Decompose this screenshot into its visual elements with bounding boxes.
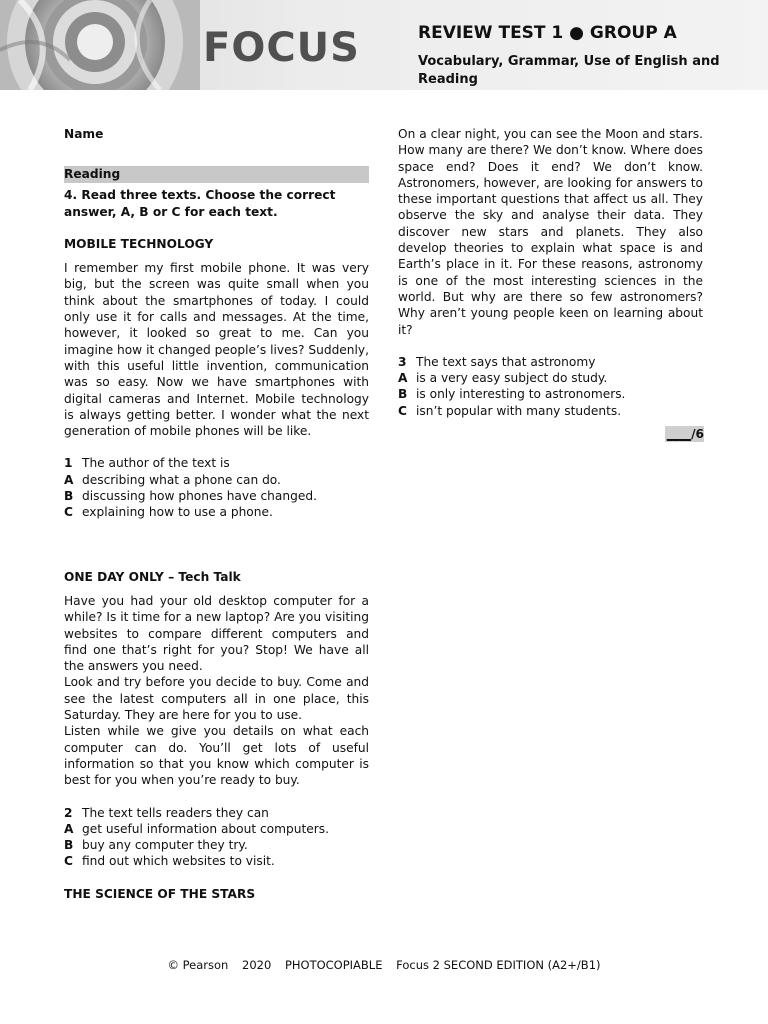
right-column [398, 126, 703, 419]
text2-paragraph: Look and try before you decide to buy. Come and see the latest computers all in one place, this Saturday. They are here for you to use. [64, 675, 369, 723]
text3-body: On a clear night, you can see the Moon and stars. How many are there? We don’t know. Where does space end? Does it end? We don’t know. Astronomers, however, are looking for answers to these important questions that affect us all. They observe the sky and analyse their data. They discover new stars and planets. They also develop theories to explain what space is and Earth’s place in it. For these reasons, astronomy is one of the most interesting sciences in the world. But why are there so few astronomers? Why aren’t young people keen on learning about it? [398, 127, 703, 337]
page-footer [0, 957, 768, 973]
option-key: B [64, 838, 74, 853]
option-key: A [64, 821, 74, 836]
option-text: get useful information about computers. [82, 821, 329, 836]
option-text: isn’t popular with many students. [416, 403, 622, 418]
question-stem [64, 805, 369, 821]
score-total: /6 [691, 427, 704, 441]
focus-logo-graphic [0, 0, 200, 90]
question-text: The text says that astronomy [416, 354, 596, 369]
answer-option [64, 504, 369, 520]
spacer [64, 870, 369, 886]
footer-edition: Focus 2 SECOND EDITION (A2+/B1) [396, 958, 601, 972]
footer-photocopiable: PHOTOCOPIABLE [284, 958, 383, 972]
answer-option [64, 472, 369, 488]
name-label: Name [64, 127, 104, 141]
test-title: REVIEW TEST 1 ● GROUP A [418, 23, 677, 43]
option-text: find out which websites to visit. [82, 854, 275, 869]
question-stem [398, 354, 703, 370]
question-number: 1 [64, 456, 73, 471]
question-3 [398, 354, 703, 419]
answer-option [64, 488, 369, 504]
question-1 [64, 455, 369, 520]
option-text: explaining how to use a phone. [82, 505, 273, 520]
text1-body: I remember my first mobile phone. It was very big, but the screen was quite small when you think about the smartphones of today. I could only use it for calls and messages. At the time, however, it looked so great to me. Can you imagine how it changed people’s lives? Suddenly, with this useful little invention, communication was so easy. Now we have smartphones with digital cameras and Internet. Mobile technology is always getting better. I wonder what the next generation of mobile phones will be like. [64, 261, 369, 439]
spacer [64, 521, 369, 569]
option-key: C [398, 403, 407, 418]
footer-year: 2020 [242, 958, 272, 972]
option-key: C [64, 505, 73, 520]
question-2 [64, 805, 369, 870]
question-number: 2 [64, 805, 73, 820]
header-banner [0, 0, 768, 90]
option-text: is only interesting to astronomers. [416, 387, 626, 402]
option-key: B [64, 489, 74, 504]
section-heading-reading: Reading [64, 166, 369, 183]
left-column [64, 126, 369, 910]
option-key: C [64, 854, 73, 869]
option-text: is a very easy subject do study. [416, 371, 608, 386]
task-instruction: 4. Read three texts. Choose the correct answer, A, B or C for each text. [64, 188, 336, 219]
question-text: The author of the text is [82, 456, 230, 471]
answer-option [398, 403, 703, 419]
answer-option [398, 386, 703, 402]
question-number: 3 [398, 354, 407, 369]
answer-option [64, 821, 369, 837]
text2-title: ONE DAY ONLY – Tech Talk [64, 569, 241, 584]
text3-title: THE SCIENCE OF THE STARS [64, 886, 256, 901]
text2-paragraph: Have you had your old desktop computer for a while? Is it time for a new laptop? Are you visiting websites to compare different computers and find one that’s right for you? Stop! We have all the answers you need. [64, 593, 369, 674]
option-key: A [398, 371, 408, 386]
brand-logo-text: FOCUS [203, 25, 360, 71]
option-key: B [398, 387, 408, 402]
answer-option [64, 837, 369, 853]
text1-title: MOBILE TECHNOLOGY [64, 236, 214, 251]
option-key: A [64, 472, 74, 487]
question-stem [64, 455, 369, 471]
footer-copyright: © Pearson [167, 958, 229, 972]
option-text: buy any computer they try. [82, 838, 248, 853]
text2-paragraph: Listen while we give you details on what each computer can do. You’ll get lots of useful information so that you know which computer is best for you when you’re ready to buy. [64, 724, 369, 788]
score-blank: ____ [666, 427, 692, 441]
option-text: discussing how phones have changed. [82, 489, 317, 504]
answer-option [64, 853, 369, 869]
question-text: The text tells readers they can [82, 805, 269, 820]
option-text: describing what a phone can do. [82, 472, 281, 487]
answer-option [398, 370, 703, 386]
test-subtitle: Vocabulary, Grammar, Use of English and Reading [418, 54, 720, 87]
score-box[interactable] [665, 426, 704, 442]
